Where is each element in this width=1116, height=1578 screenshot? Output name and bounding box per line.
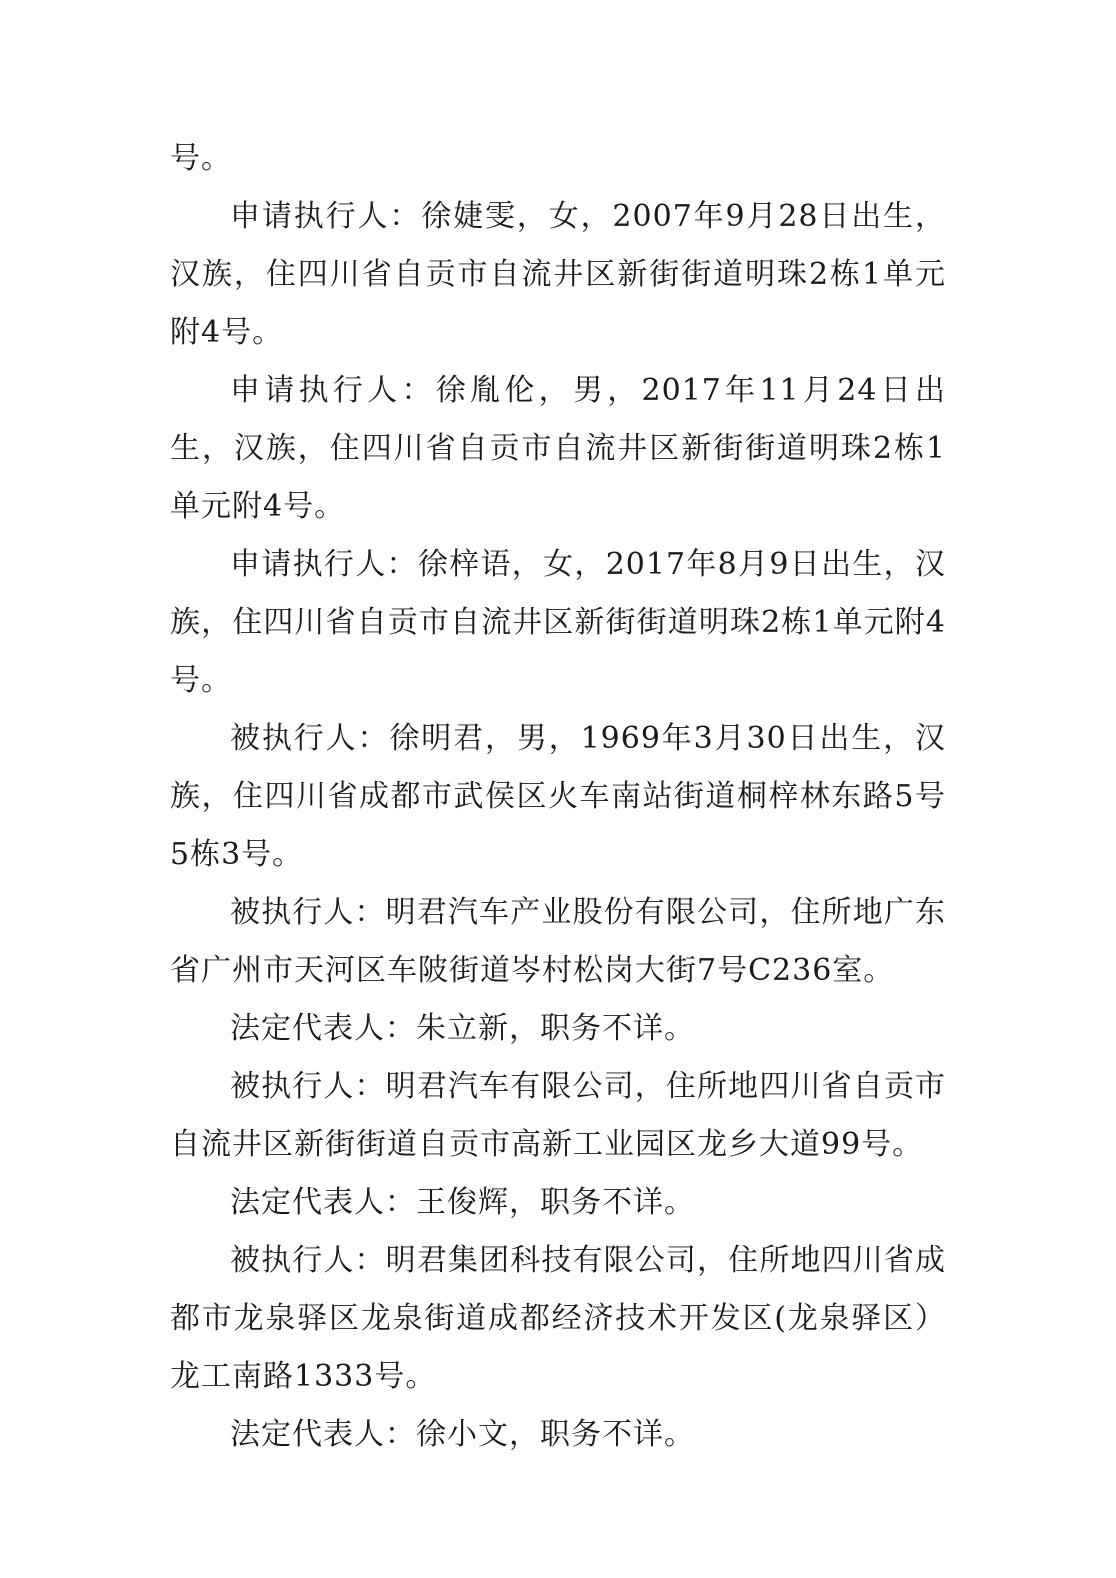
party-applicant-2: 申请执行人：徐胤伦，男，2017年11月24日出生，汉族，住四川省自贡市自流井区新街街道明珠2栋1单元附4号。 xyxy=(170,373,946,524)
legal-representative-3: 法定代表人：徐小文，职务不详。 xyxy=(230,1417,695,1452)
party-applicant-1: 申请执行人：徐婕雯，女，2007年9月28日出生，汉族，住四川省自贡市自流井区新街街道明珠2栋1单元附4号。 xyxy=(170,199,946,350)
party-respondent-4: 被执行人：明君集团科技有限公司，住所地四川省成都市龙泉驿区龙泉街道成都经济技术开发区(龙泉驿区）龙工南路1333号。 xyxy=(170,1243,946,1394)
party-respondent-3: 被执行人：明君汽车有限公司，住所地四川省自贡市自流井区新街街道自贡市高新工业园区龙乡大道99号。 xyxy=(170,1069,946,1162)
legal-representative-1: 法定代表人：朱立新，职务不详。 xyxy=(230,1011,695,1046)
party-respondent-2: 被执行人：明君汽车产业股份有限公司，住所地广东省广州市天河区车陂街道岑村松岗大街7号C236室。 xyxy=(170,895,946,988)
party-respondent-1: 被执行人：徐明君，男，1969年3月30日出生，汉族，住四川省成都市武侯区火车南站街道桐梓林东路5号5栋3号。 xyxy=(170,721,946,872)
document-body xyxy=(170,130,946,1464)
legal-representative-2: 法定代表人：王俊辉，职务不详。 xyxy=(230,1185,695,1220)
party-applicant-3: 申请执行人：徐梓语，女，2017年8月9日出生，汉族，住四川省自贡市自流井区新街街道明珠2栋1单元附4号。 xyxy=(170,547,946,698)
continuation-text: 号。 xyxy=(170,141,232,176)
